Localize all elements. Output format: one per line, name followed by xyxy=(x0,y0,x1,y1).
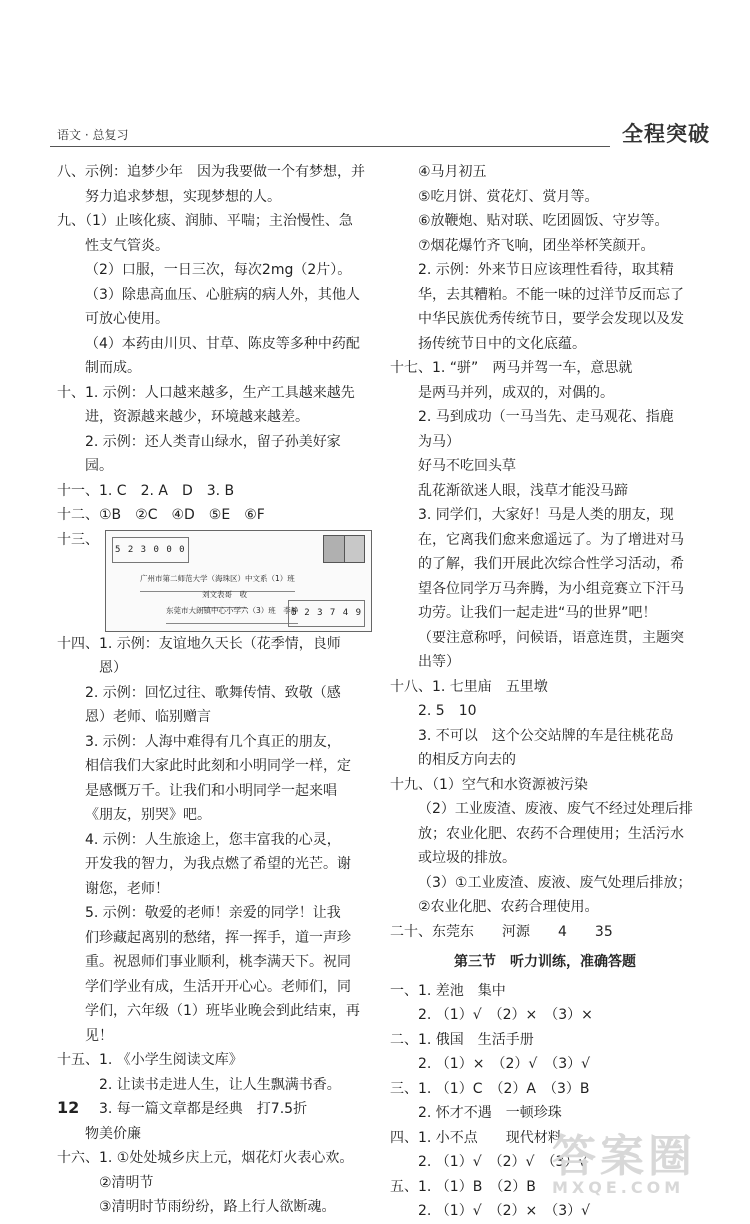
answer-line: （2）口服，一日三次，每次2mg（2片）。 xyxy=(85,262,352,278)
answer-line: 《朋友，别哭》吧。 xyxy=(85,807,211,823)
answer-line: 的了解，我们开展此次综合性学习活动，希 xyxy=(418,556,684,572)
answer-line: 为马） xyxy=(418,433,460,450)
subject-label: 语文 · 总复习 xyxy=(57,128,129,142)
answer-line: 十一、1. C 2. A D 3. B xyxy=(57,482,235,499)
answer-line: ⑥放鞭炮、贴对联、吃团圆饭、守岁等。 xyxy=(418,213,669,229)
right-column xyxy=(390,160,700,1224)
answer-line: 制而成。 xyxy=(85,360,141,376)
page-number: 12 xyxy=(57,1098,80,1117)
answer-line: 3. 示例：人海中难得有几个真正的朋友， xyxy=(85,733,341,750)
answer-line: 十、1. 示例：人口越来越多，生产工具越来越先 xyxy=(57,384,355,401)
answer-line: 在，它离我们愈来愈遥远了。为了增进对马 xyxy=(418,531,684,548)
answer-line: 十八、1. 七里庙 五里墩 xyxy=(390,678,548,695)
stamp xyxy=(323,535,365,563)
answer-line: 2. （1）√ （2）× （3）× xyxy=(418,1007,593,1023)
answer-line: 十七、1. “骈” 两马并驾一车，意思就 xyxy=(390,360,633,376)
answer-line: 3. 不可以 这个公交站牌的车是往桃花岛 xyxy=(418,727,674,744)
recipient-name: 刘文表哥 收 xyxy=(202,583,247,609)
answer-line: 出等） xyxy=(418,654,460,670)
answer-line: 2. （1）√ （2）√ （3）√ xyxy=(418,1154,588,1170)
answer-line: 们珍藏起离别的愁绪，挥一挥手，道一声珍 xyxy=(85,929,351,946)
answer-line: 2. 示例：还人类青山绿水，留子孙美好家 xyxy=(85,433,341,450)
answer-line: 二十、东莞东 河源 4 35 xyxy=(390,923,613,940)
section-title: 第三节 听力训练，准确答题 xyxy=(454,954,636,970)
answer-line: 十五、1. 《小学生阅读文库》 xyxy=(57,1052,243,1068)
answer-line: 八、示例：追梦少年 因为我要做一个有梦想，并 xyxy=(57,164,365,180)
answer-line: 相信我们大家此时此刻和小明同学一样，定 xyxy=(85,758,351,774)
answer-line: 进，资源越来越少，环境越来越差。 xyxy=(85,409,309,425)
answer-line: 2. 5 10 xyxy=(418,703,477,719)
answer-line: 恩） xyxy=(99,660,127,676)
envelope xyxy=(105,530,372,632)
sender-address: 东莞市大朗镇中心小学六（3）班 李静 xyxy=(166,599,298,625)
watermark-logo: 答案圈 MXQE.COM xyxy=(552,1131,696,1197)
answer-line: 开发我的智力，为我点燃了希望的光芒。谢 xyxy=(85,856,351,872)
answer-line: 好马不吃回头草 xyxy=(418,458,516,474)
answer-line: 性支气管炎。 xyxy=(85,237,169,254)
answer-line: 3. 每一篇文章都是经典 打7.5折 xyxy=(99,1101,308,1117)
answer-line: 是感慨万千。让我们和小明同学一起来唱 xyxy=(85,782,337,799)
answer-line: 2. （1）× （2）√ （3）√ xyxy=(418,1056,591,1072)
answer-line: 三、1. （1）C （2）A （3）B xyxy=(390,1080,590,1097)
answer-line: （4）本药由川贝、甘草、陈皮等多种中药配 xyxy=(85,335,360,352)
answer-line: 放；农业化肥、农药不合理使用；生活污水 xyxy=(418,825,684,842)
answer-line: 九、（1）止咳化痰、润肺、平喘；主治慢性、急 xyxy=(57,213,353,229)
answer-line: ②农业化肥、农药合理使用。 xyxy=(418,899,599,915)
answer-line: 五、1. （1）B （2）B xyxy=(390,1178,536,1195)
answer-line: 重。祝恩师们事业顺利，桃李满天下。祝同 xyxy=(85,954,351,970)
answer-line: （要注意称呼，问候语，语意连贯，主题突 xyxy=(418,629,684,646)
answer-line: 4. 示例：人生旅途上，您丰富我的心灵， xyxy=(85,831,341,848)
answer-line: ③清明时节雨纷纷，路上行人欲断魂。 xyxy=(99,1199,336,1215)
answer-line: 或垃圾的排放。 xyxy=(418,850,516,866)
answer-line: 2. 示例：回忆过往、歌舞传情、致敬（感 xyxy=(85,684,341,701)
answer-line: 园。 xyxy=(85,458,113,474)
answer-line: 四、1. 小不点 现代材料 xyxy=(390,1129,562,1146)
answer-line: 的相反方向去的 xyxy=(418,752,516,768)
answer-line: 恩）老师、临别赠言 xyxy=(85,709,211,725)
answer-line: 十四、1. 示例：友谊地久天长（花季情，良师 xyxy=(57,635,341,652)
answer-line: （3）除患高血压、心脏病的病人外，其他人 xyxy=(85,286,360,303)
answer-line: 是两马并列，成双的，对偶的。 xyxy=(418,384,614,401)
answer-line: ②清明节 xyxy=(99,1174,154,1191)
sender-postcode-boxes: 5 2 3 7 4 9 xyxy=(288,600,365,627)
answer-line: 2. 让读书走进人生，让人生飘满书香。 xyxy=(99,1076,341,1093)
recipient-address: 广州市第二师范大学（海珠区）中文系（1）班 xyxy=(140,567,295,593)
answer-line: 见！ xyxy=(85,1027,113,1044)
answer-line: 2. 怀才不遇 一顿珍珠 xyxy=(418,1105,562,1121)
answer-line: 一、1. 差池 集中 xyxy=(390,982,506,999)
blank-top-area xyxy=(0,0,750,110)
answer-line: ⑤吃月饼、赏花灯、赏月等。 xyxy=(418,188,599,205)
answer-line: ⑦烟花爆竹齐飞响，团坐举杯笑颜开。 xyxy=(418,237,655,254)
answer-line: 扬传统节日中的文化底蕴。 xyxy=(418,335,586,352)
answer-line: 2. （1）√ （2）× （3）√ xyxy=(418,1203,591,1219)
answer-line: 十六、1. ①处处城乡庆上元，烟花灯火表心欢。 xyxy=(57,1150,354,1166)
answer-label: 十三、 xyxy=(57,531,99,548)
answer-line: 功劳。让我们一起走进“马的世界”吧！ xyxy=(418,605,657,621)
answer-line: 华，去其糟粕。不能一味的过洋节反而忘了 xyxy=(418,286,684,303)
answer-line: （2）工业废渣、废液、废气不经过处理后排 xyxy=(418,801,693,817)
answer-line: 2. 示例：外来节日应该理性看待，取其精 xyxy=(418,262,674,278)
page-header xyxy=(50,118,710,154)
answer-line: 学们，六年级（1）班毕业晚会到此结束，再 xyxy=(85,1003,360,1019)
answer-line: 乱花渐欲迷人眼，浅草才能没马蹄 xyxy=(418,482,628,499)
left-column xyxy=(57,160,377,1220)
answer-line: 2. 马到成功（一马当先、走马观花、指鹿 xyxy=(418,409,674,425)
answer-line: ④马月初五 xyxy=(418,164,487,180)
answer-line: 5. 示例：敬爱的老师！亲爱的同学！让我 xyxy=(85,905,341,921)
answer-line: 物美价廉 xyxy=(85,1125,141,1142)
answer-line: （3）①工业废渣、废液、废气处理后排放； xyxy=(418,874,692,891)
answer-line: 十二、①B ②C ④D ⑤E ⑥F xyxy=(57,507,265,523)
answer-line: 学们学业有成，生活开开心心。老师们，同 xyxy=(85,978,351,995)
answer-line: 中华民族优秀传统节日，要学会发现以及发 xyxy=(418,311,684,327)
header-rule xyxy=(50,146,610,147)
answer-line: 3. 同学们，大家好！马是人类的朋友，现 xyxy=(418,507,674,523)
brand-logo: 全程突破 xyxy=(622,122,710,146)
answer-line: 望各位同学万马奔腾，为小组竞赛立下汗马 xyxy=(418,580,684,597)
answer-line: 谢您，老师！ xyxy=(85,880,169,897)
answer-line: 可放心使用。 xyxy=(85,311,169,327)
postcode-boxes: 5 2 3 0 0 0 xyxy=(112,537,189,564)
envelope-answer xyxy=(57,528,377,632)
answer-line: 努力追求梦想，实现梦想的人。 xyxy=(85,188,281,205)
answer-line: 十九、（1）空气和水资源被污染 xyxy=(390,776,588,793)
answer-line: 二、1. 俄国 生活手册 xyxy=(390,1031,534,1048)
